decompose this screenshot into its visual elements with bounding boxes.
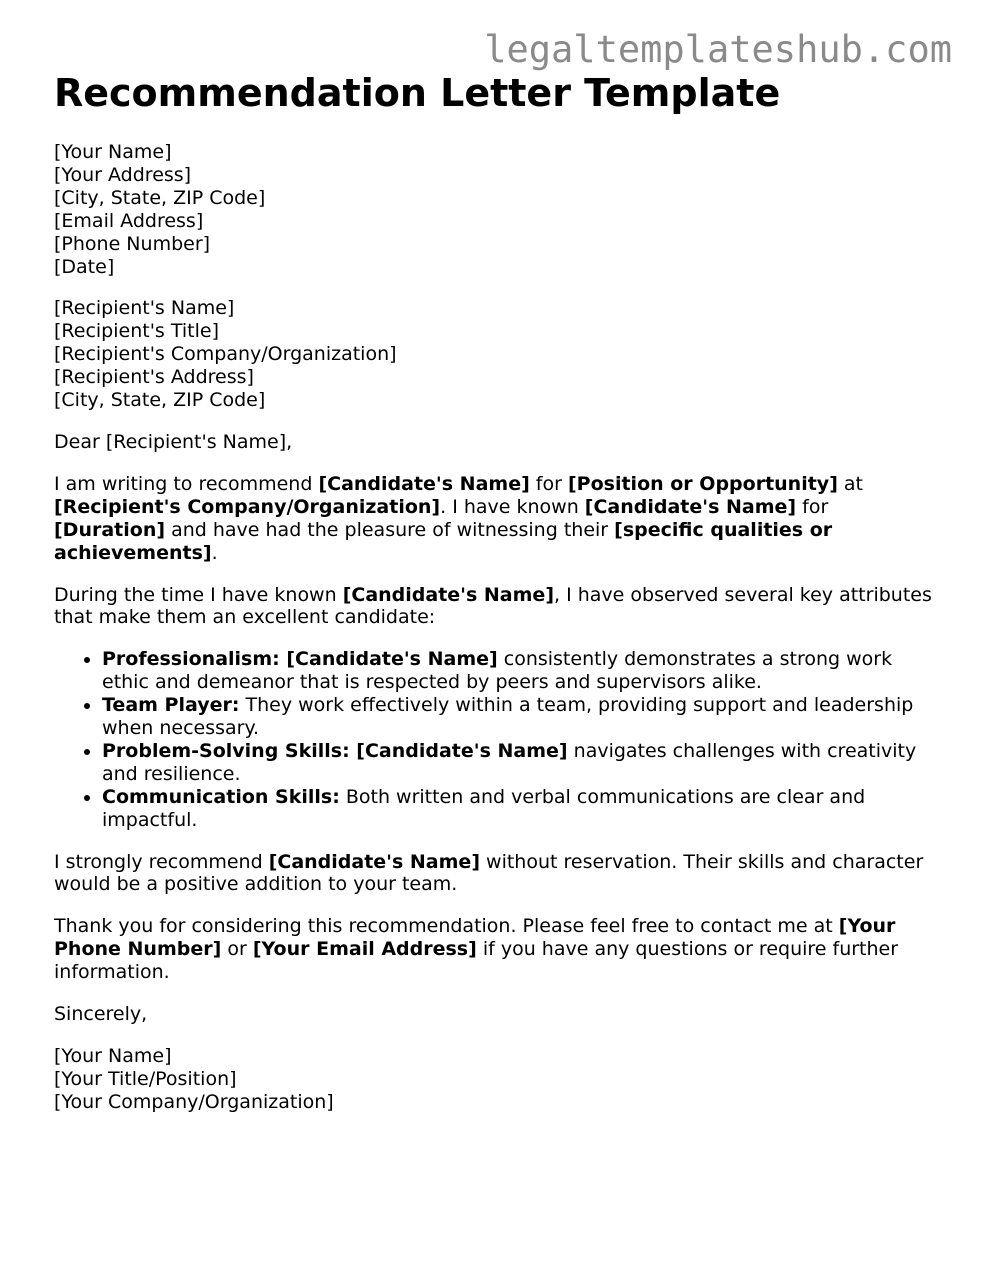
sender-city-state-zip: [City, State, ZIP Code]	[54, 186, 266, 209]
signature-title: [Your Title/Position]	[54, 1067, 237, 1090]
closing: Sincerely,	[54, 1003, 148, 1026]
sender-name: [Your Name]	[54, 141, 172, 163]
recommend-paragraph: I strongly recommend [Candidate's Name] without reservation. Their skills and character would be a positive addition to your team.	[54, 850, 924, 896]
signature-name: [Your Name]	[54, 1045, 172, 1067]
thanks-paragraph: Thank you for considering this recommendation. Please feel free to contact me at [Your Phone Number] or [Your Email Address] if you have any questions or require further information.	[54, 915, 899, 984]
list-item: • Communication Skills: Both written and verbal communications are clear and impactful.	[102, 786, 934, 832]
letter-page	[54, 70, 934, 1114]
watermark: legaltemplateshub.com	[484, 28, 952, 71]
signature-block	[54, 1045, 934, 1114]
attributes-intro-paragraph: During the time I have known [Candidate's Name], I have observed several key attributes that make them an excellent candidate:	[54, 583, 932, 629]
sender-address: [Your Address]	[54, 163, 192, 186]
recipient-title: [Recipient's Title]	[54, 320, 219, 343]
recipient-name: [Recipient's Name]	[54, 297, 235, 320]
recipient-company: [Recipient's Company/Organization]	[54, 343, 397, 366]
list-item: • Professionalism: [Candidate's Name] consistently demonstrates a strong work ethic and demeanor that is respected by peers and supervisors alike.	[102, 648, 934, 694]
list-item: • Team Player: They work effectively within a team, providing support and leadership when necessary.	[102, 694, 934, 740]
signature-company: [Your Company/Organization]	[54, 1090, 334, 1113]
sender-phone: [Phone Number]	[54, 232, 211, 255]
recipient-address-block	[54, 297, 934, 412]
page-title: Recommendation Letter Template	[54, 71, 781, 115]
salutation: Dear [Recipient's Name],	[54, 430, 293, 453]
sender-email: [Email Address]	[54, 209, 204, 232]
letter-date: [Date]	[54, 255, 115, 278]
recipient-address: [Recipient's Address]	[54, 366, 254, 389]
recipient-city-state-zip: [City, State, ZIP Code]	[54, 389, 266, 412]
intro-paragraph: I am writing to recommend [Candidate's Name] for [Position or Opportunity] at [Recipient's Company/Organization]. I have known [Candidate's Name] for [Duration] and have had the pleasure of witnessing their [specific qualities or achievements].	[54, 472, 864, 564]
sender-address-block	[54, 141, 934, 278]
list-item: • Problem-Solving Skills: [Candidate's Name] navigates challenges with creativity and resilience.	[102, 740, 934, 786]
attributes-list	[54, 648, 934, 831]
